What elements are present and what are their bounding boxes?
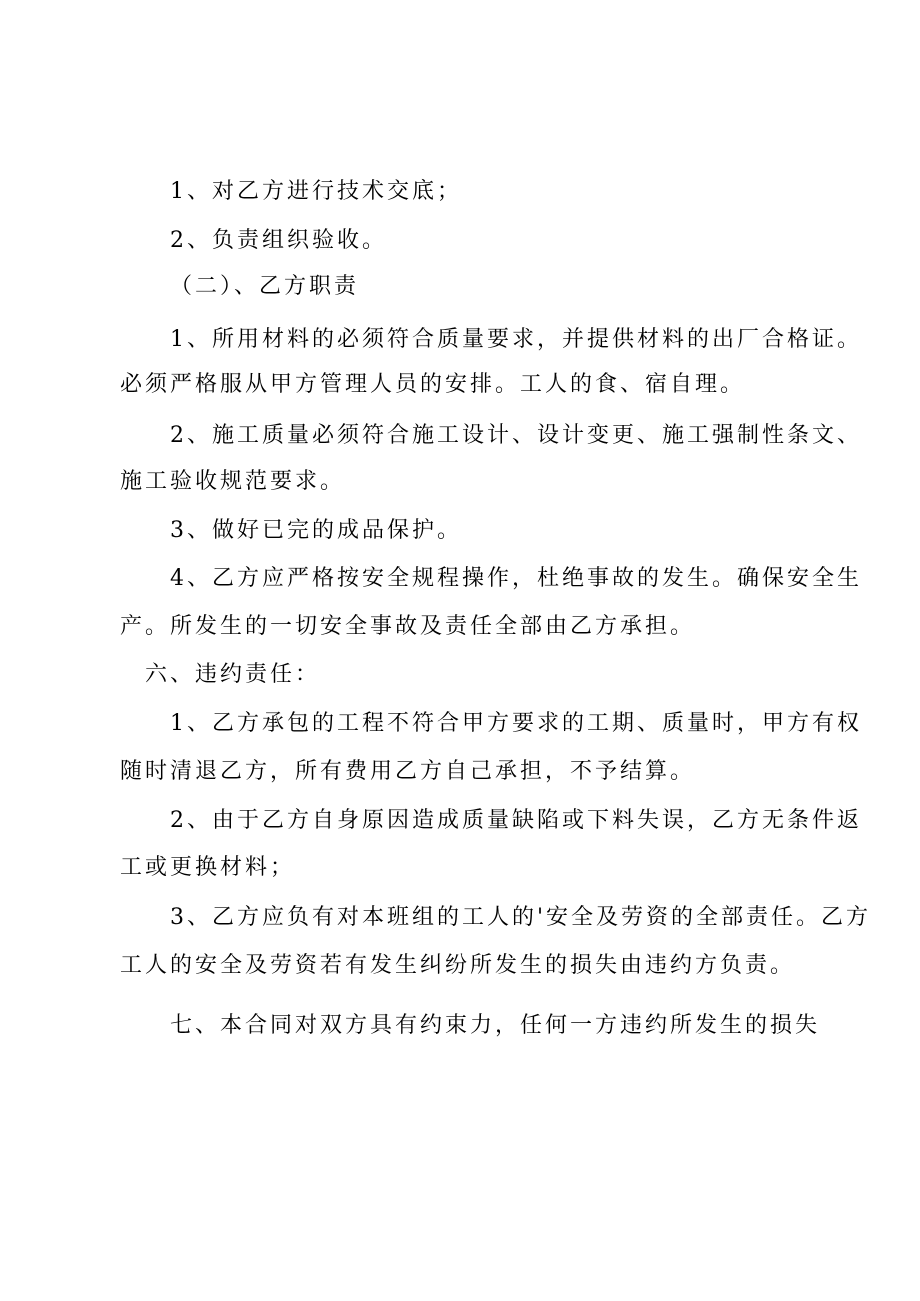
paragraph-line: 2、施工质量必须符合施工设计、设计变更、施工强制性条文、	[170, 423, 862, 448]
paragraph-line: 工或更换材料；	[120, 855, 296, 880]
paragraph-line: 随时清退乙方，所有费用乙方自己承担，不予结算。	[120, 759, 696, 784]
paragraph-line: 2、由于乙方自身原因造成质量缺陷或下料失误，乙方无条件返	[170, 808, 862, 833]
paragraph-line: 施工验收规范要求。	[120, 469, 346, 494]
paragraph-line: 3、乙方应负有对本班组的工人的'安全及劳资的全部责任。乙方	[170, 905, 872, 930]
section-heading: 六、违约责任：	[145, 662, 321, 687]
paragraph-line: 产。所发生的一切安全事故及责任全部由乙方承担。	[120, 614, 696, 639]
paragraph-line: 4、乙方应严格按安全规程操作，杜绝事故的发生。确保安全生	[170, 566, 862, 591]
paragraph-line: 1、对乙方进行技术交底；	[170, 179, 462, 204]
paragraph-line: 七、本合同对双方具有约束力，任何一方违约所发生的损失	[170, 1013, 821, 1038]
paragraph-line: 2、负责组织验收。	[170, 228, 387, 253]
paragraph-line: 1、所用材料的必须符合质量要求，并提供材料的出厂合格证。	[170, 327, 862, 352]
paragraph-line: 工人的安全及劳资若有发生纠纷所发生的损失由违约方负责。	[120, 953, 796, 978]
paragraph-line: 1、乙方承包的工程不符合甲方要求的工期、质量时，甲方有权	[170, 711, 862, 736]
paragraph-line: 必须严格服从甲方管理人员的安排。工人的食、宿自理。	[120, 372, 746, 397]
paragraph-line: 3、做好已完的成品保护。	[170, 518, 462, 543]
section-heading: （二）、乙方职责	[170, 274, 360, 299]
